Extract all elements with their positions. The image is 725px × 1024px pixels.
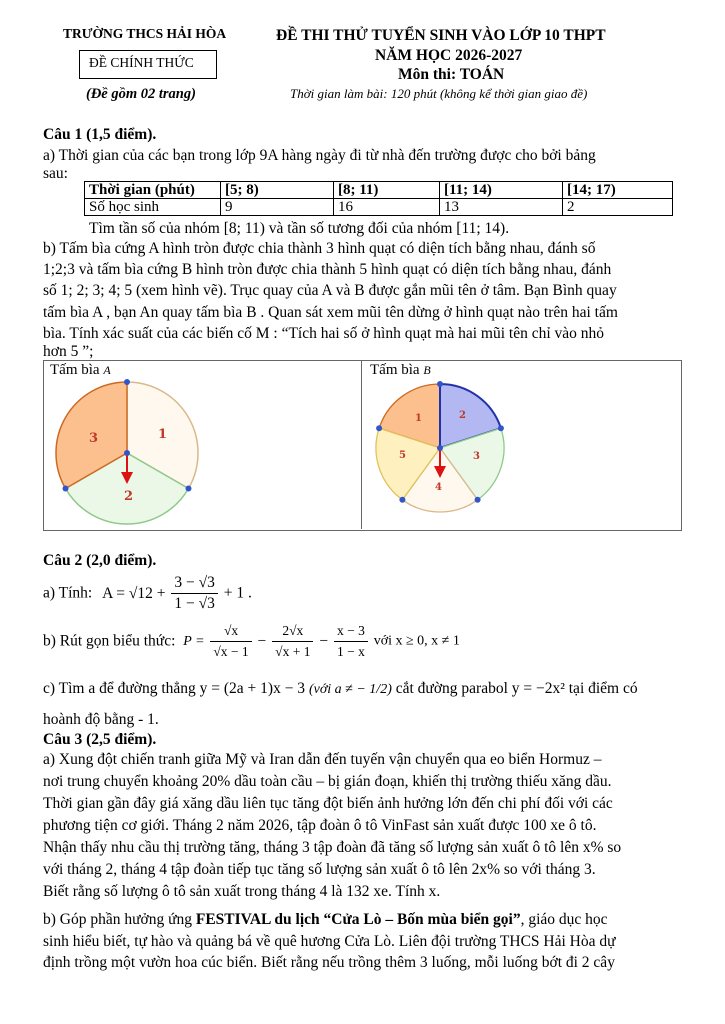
table-header-cell: [8; 11) — [334, 182, 440, 199]
q1-a-line1: a) Thời gian của các bạn trong lớp 9A hàng ngày đi từ nhà đến trường được cho bởi bảng — [43, 147, 596, 164]
frequency-table — [84, 181, 673, 216]
q3-a-line: a) Xung đột chiến tranh giữa Mỹ và Iran dẫn đến tuyến vận chuyển qua eo biển Hormuz – — [43, 751, 602, 768]
q1-b-line1: b) Tấm bìa cứng A hình tròn được chia thành 3 hình quạt có diện tích bằng nhau, đánh số — [43, 240, 596, 257]
q2-b-frac2 — [272, 621, 313, 662]
q2-b-f3-den: 1 − x — [336, 644, 365, 659]
figB-label-text: Tấm bìa — [370, 362, 420, 378]
q2-b-f1-den: √x − 1 — [213, 644, 249, 659]
q3-b-prefix: b) Góp phần hưởng ứng — [43, 911, 196, 928]
q2-b-frac1 — [210, 621, 251, 662]
table-header-cell: Thời gian (phút) — [85, 182, 221, 199]
q1-b-line2: 1;2;3 và tấm bìa cứng B hình tròn được chia thành 5 hình quạt có diện tích bằng nhau, đánh — [43, 261, 612, 278]
q2-a-num: 3 − √3 — [171, 573, 218, 594]
q3-a-line: Nhận thấy nhu cầu thị trường tăng, tháng 3 tập đoàn đã tăng số lượng sản xuất ô tô lên x% so — [43, 839, 622, 856]
q2-a — [43, 573, 252, 614]
q3-a-line: nơi trung chuyển khoảng 20% dầu toàn cầu – bị gián đoạn, khiến thị trường thiếu xăng dầu. — [43, 773, 612, 790]
q2-a-tail: + 1 . — [223, 584, 252, 602]
q2-b-f2-den: √x + 1 — [275, 644, 311, 659]
table-cell: 16 — [334, 199, 440, 216]
school-year: NĂM HỌC 2026-2027 — [375, 47, 523, 64]
table-header-cell: [5; 8) — [221, 182, 334, 199]
figB-label-var: B — [423, 363, 431, 377]
figB-label — [370, 362, 431, 379]
q2-b-prefix: b) Rút gọn biểu thức: — [43, 632, 176, 650]
q2-b-frac3 — [334, 621, 368, 662]
table-row — [85, 199, 673, 216]
q2-b-f1-num: √x — [210, 621, 251, 642]
q3-b-line2: sinh hiểu biết, tự hào và quảng bá về quê hương Cửa Lò. Liên đội trường THCS Hải Hòa dự — [43, 933, 616, 950]
exam-title: ĐỀ THI THỬ TUYỂN SINH VÀO LỚP 10 THPT — [276, 27, 606, 44]
q3-b-line3: định trồng một vườn hoa cúc biển. Biết rằng nếu trồng thêm 3 luống, mỗi luống bớt đi 2 cây — [43, 954, 615, 971]
q2-a-den: 1 − √3 — [174, 595, 215, 612]
q2-b-f2-num: 2√x — [272, 621, 313, 642]
q3-b-line1 — [43, 910, 608, 930]
q2-b-p: P = — [183, 633, 205, 649]
q2-c-line2: hoành độ bằng - 1. — [43, 711, 159, 728]
spinner-b-num: 1 — [415, 413, 422, 424]
q2-c-line1 — [43, 680, 638, 698]
q1-a-line2: sau: — [43, 165, 68, 182]
q2-b: b) Rút gọn biểu thức: P = $\frac{√x}{√x - 1}$ − $\frac{2√x}{√x + 1}$ − $\frac{x - 3}{1 - x}$ với x ≥ 0, x ≠ 1 — [43, 621, 460, 662]
q3-a-line: Biết rằng số lượng ô tô sản xuất trong tháng 4 là 132 xe. Tính x. — [43, 883, 441, 900]
page-count-note: (Đề gồm 02 trang) — [86, 86, 196, 102]
figA-label-text: Tấm bìa — [50, 362, 100, 378]
spinner-a — [52, 378, 202, 528]
spinner-b-num: 5 — [399, 450, 406, 461]
duration: Thời gian làm bài: 120 phút (không kể thời gian giao đề) — [290, 86, 588, 101]
school-name: TRƯỜNG THCS HẢI HÒA — [63, 26, 227, 41]
table-cell: 9 — [221, 199, 334, 216]
q1-heading: Câu 1 (1,5 điểm). — [43, 126, 157, 143]
q2-a-prefix: a) Tính: — [43, 584, 93, 602]
figA-label-var: A — [103, 363, 111, 377]
table-header-cell: [14; 17) — [563, 182, 673, 199]
subject: Môn thi: TOÁN — [398, 66, 505, 83]
spinner-a-num: 2 — [124, 489, 134, 504]
q1-b-line6: hơn 5 ”; — [43, 343, 94, 360]
q1-b-line5: bìa. Tính xác suất của các biến cố M : “Tích hai số ở hình quạt mà hai mũi tên chỉ vào nhỏ — [43, 325, 605, 342]
q2-a-fraction — [171, 573, 218, 614]
figA-label — [50, 362, 111, 379]
spinner-a-num: 1 — [158, 427, 168, 442]
q1-a-task: Tìm tần số của nhóm [8; 11) và tần số tương đối của nhóm [11; 14). — [89, 220, 510, 237]
q2-c-part1: c) Tìm a để đường thẳng y = (2a + 1)x − 3 — [43, 680, 306, 697]
q1-b-line3: số 1; 2; 3; 4; 5 (xem hình vẽ). Trục quay của A và B được gắn mũi tên ở tâm. Bạn Bình quay — [43, 282, 617, 299]
official-label: ĐỀ CHÍNH THỨC — [89, 55, 194, 70]
table-cell: Số học sinh — [85, 199, 221, 216]
q2-a-lhs: A = √12 + — [102, 584, 166, 602]
table-cell: 13 — [440, 199, 563, 216]
figure-divider — [361, 360, 362, 529]
q2-b-f3-num: x − 3 — [334, 621, 368, 642]
spinner-b — [372, 380, 508, 516]
q3-b-suffix: , giáo dục học — [520, 911, 608, 928]
q3-b-festival: FESTIVAL du lịch “Cửa Lò – Bốn mùa biển gọi” — [195, 911, 521, 928]
q3-heading: Câu 3 (2,5 điểm). — [43, 731, 157, 748]
spinner-b-num: 3 — [473, 451, 480, 462]
q2-b-cond: với x ≥ 0, x ≠ 1 — [373, 633, 460, 649]
q3-a-line: Thời gian gần đây giá xăng dầu liên tục tăng đột biến ảnh hưởng lớn đến chi phí đối với các — [43, 795, 613, 812]
table-row — [85, 182, 673, 199]
q2-c-part2: cắt đường parabol y = −2x² tại điểm có — [395, 680, 638, 697]
q2-c-cond: (với a ≠ − 1/2) — [308, 682, 392, 697]
table-header-cell: [11; 14) — [440, 182, 563, 199]
spinner-b-num: 4 — [435, 482, 442, 493]
q2-heading: Câu 2 (2,0 điểm). — [43, 552, 157, 569]
spinner-b-num: 2 — [459, 410, 466, 421]
table-cell: 2 — [563, 199, 673, 216]
spinner-a-num: 3 — [89, 431, 99, 446]
q3-a-line: phương tiện cơ giới. Tháng 2 năm 2026, tập đoàn ô tô VinFast sản xuất được 100 xe ô tô. — [43, 817, 597, 834]
q1-b-line4: tấm bìa A , bạn An quay tấm bìa B . Quan sát xem mũi tên dừng ở hình quạt nào trên hai tấm — [43, 304, 618, 321]
q3-a-line: với tháng 2, tháng 4 tập đoàn tiếp tục tăng số lượng sản xuất ô tô lên 2x% so với tháng 3. — [43, 861, 596, 878]
